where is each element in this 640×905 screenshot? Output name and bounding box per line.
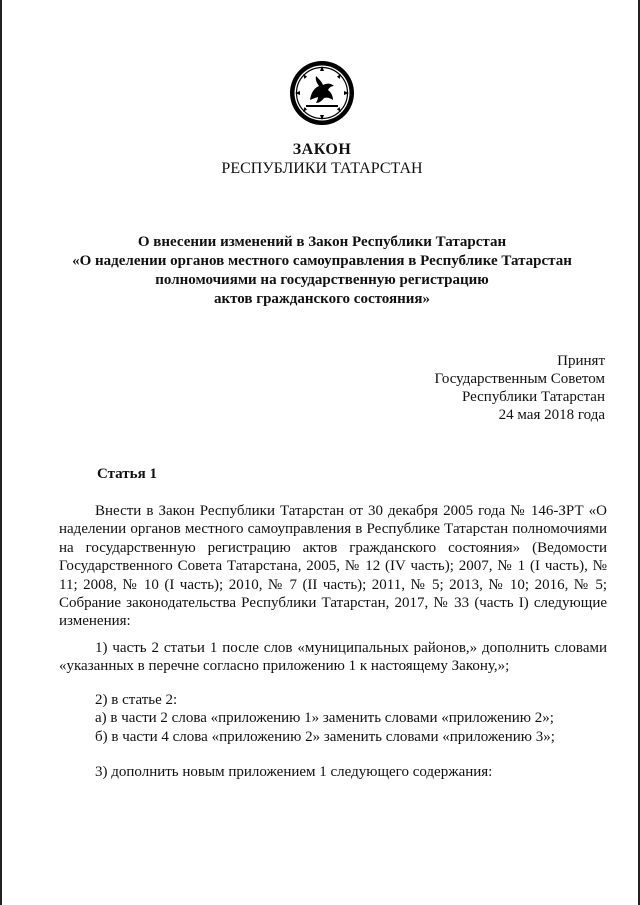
adoption-line: Государственным Советом	[434, 371, 605, 387]
amendment-item-2	[59, 691, 607, 746]
law-title-line: полномочиями на государственную регистрацию	[155, 272, 489, 288]
amendment-item-2-a: а) в части 2 слова «приложению 1» заменить словами «приложению 2»;	[95, 710, 554, 727]
amendment-item-3-text: 3) дополнить новым приложением 1 следующего содержания:	[95, 764, 493, 780]
law-title-line: актов гражданского состояния»	[213, 291, 431, 307]
coat-of-arms-emblem	[289, 60, 355, 126]
article-heading: Статья 1	[97, 466, 157, 482]
republic-heading: РЕСПУБЛИКИ ТАТАРСТАН	[221, 160, 423, 177]
amendment-item-2-heading: 2) в статье 2:	[95, 692, 178, 708]
adoption-date: 24 мая 2018 года	[498, 407, 605, 423]
adoption-block	[435, 352, 606, 424]
amendment-item-2-b: б) в части 4 слова «приложению 2» заменить словами «приложению 3»;	[95, 728, 555, 745]
law-title-line: О внесении изменений в Закон Республики Татарстан	[137, 234, 507, 250]
adoption-line: Принят	[557, 353, 605, 369]
article-intro-paragraph: Внести в Закон Республики Татарстан от 30 декабря 2005 года № 146-ЗРТ «О наделении органов местного самоуправления в Республике Татарстан полномочиями на государственную регистрацию актов гражданского состояния» (Ведомости Государственного Совета Татарстана, 2005, № 12 (IV часть); 2007, № 1 (I часть), № 11; 2008, № 10 (I часть); 2010, № 7 (II часть); 2011, № 5; 2013, № 10; 2016, № 5; Собрание законодательства Республики Татарстан, 2017, № 33 (часть I) следующие изменения:	[59, 503, 607, 630]
amendment-item-3	[59, 763, 607, 781]
law-title	[2, 233, 640, 309]
amendment-item-1: 1) часть 2 статьи 1 после слов «муниципальных районов,» дополнить словами «указанных в перечне согласно приложению 1 к настоящему Закону,»;	[59, 640, 607, 675]
law-heading: ЗАКОН	[292, 141, 352, 158]
law-title-line: «О наделении органов местного самоуправления в Республике Татарстан	[72, 253, 572, 269]
adoption-line: Республики Татарстан	[461, 389, 605, 405]
